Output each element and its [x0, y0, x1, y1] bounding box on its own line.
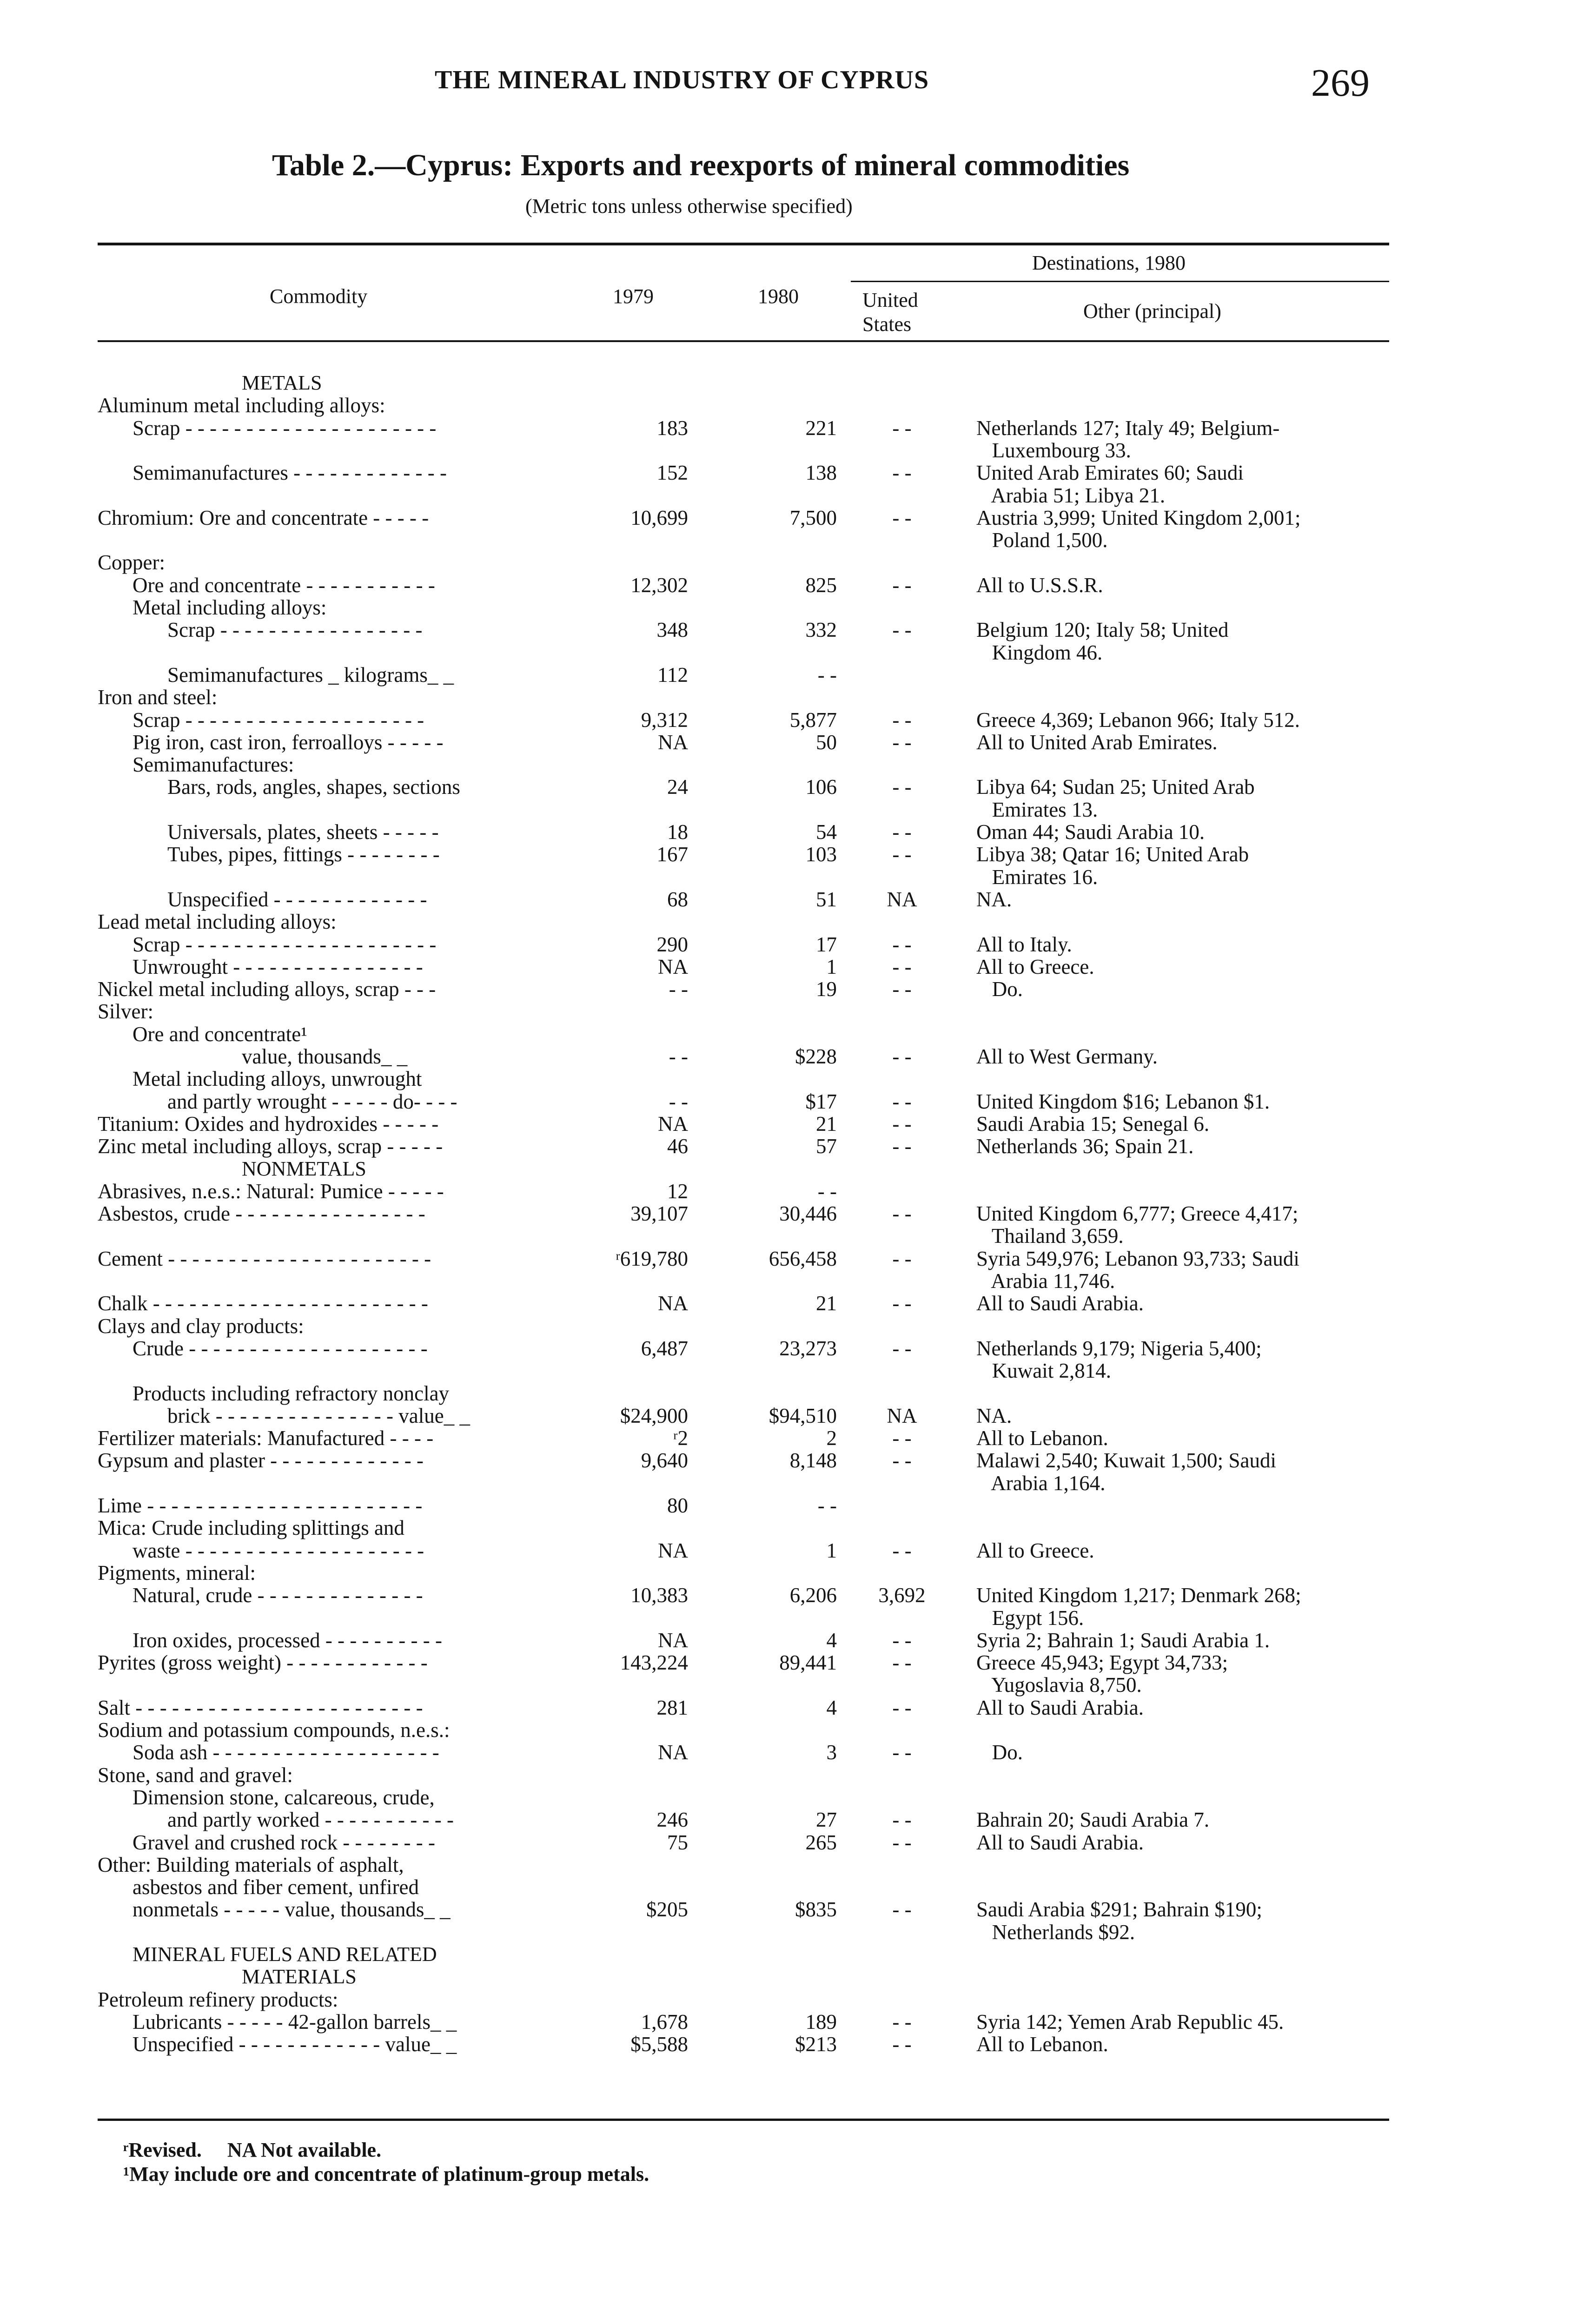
col-commodity: Commodity — [270, 285, 368, 308]
col-other-principal: Other (principal) — [1083, 300, 1221, 323]
united-states-cell: NA — [887, 887, 917, 911]
commodity-cell: Metal including alloys: — [132, 596, 327, 619]
value-1980-cell: 265 — [805, 1830, 837, 1854]
other-destinations-cell: Netherlands 127; Italy 49; Belgium- — [976, 416, 1280, 440]
other-destinations-cell: NA. — [976, 1404, 1012, 1427]
table-subtitle: (Metric tons unless otherwise specified) — [525, 195, 853, 218]
value-1980-cell: $228 — [795, 1045, 837, 1068]
other-destinations-cell: All to United Arab Emirates. — [976, 730, 1218, 754]
value-1979-cell: NA — [658, 730, 688, 754]
united-states-cell: - - — [892, 618, 912, 642]
value-1979-cell: 183 — [656, 416, 688, 440]
united-states-cell: - - — [892, 1449, 912, 1472]
commodity-cell: Titanium: Oxides and hydroxides - - - - - — [98, 1112, 439, 1136]
value-1980-cell: 57 — [816, 1135, 837, 1158]
commodity-cell: Pig iron, cast iron, ferroalloys - - - - - — [132, 730, 444, 754]
other-destinations-cell: Malawi 2,540; Kuwait 1,500; Saudi — [976, 1449, 1276, 1472]
commodity-cell: MATERIALS — [242, 1965, 357, 1988]
value-1980-cell: 19 — [816, 977, 837, 1001]
value-1979-cell: $5,588 — [630, 2033, 688, 2056]
united-states-cell: - - — [892, 932, 912, 956]
other-destinations-cell: Do. — [976, 1741, 1023, 1764]
united-states-cell: - - — [892, 1741, 912, 1764]
footnote-platinum: ¹May include ore and concentrate of platinum-group metals. — [123, 2163, 649, 2185]
other-destinations-cell: Thailand 3,659. — [976, 1224, 1124, 1248]
united-states-cell: - - — [892, 843, 912, 866]
value-1979-cell: 68 — [667, 887, 688, 911]
other-destinations-cell: All to West Germany. — [976, 1045, 1158, 1068]
other-destinations-cell: All to Greece. — [976, 1538, 1094, 1562]
value-1980-cell: 6,206 — [789, 1584, 837, 1607]
commodity-cell: Scrap - - - - - - - - - - - - - - - - - - - - - — [132, 932, 437, 956]
other-destinations-cell: All to Lebanon. — [976, 1426, 1108, 1450]
value-1980-cell: 332 — [805, 618, 837, 642]
other-destinations-cell: All to U.S.S.R. — [976, 573, 1103, 597]
other-destinations-cell: Kuwait 2,814. — [976, 1359, 1111, 1383]
commodity-cell: Natural, crude - - - - - - - - - - - - - - — [132, 1584, 423, 1607]
value-1980-cell: 106 — [805, 775, 837, 799]
other-destinations-cell: Austria 3,999; United Kingdom 2,001; — [976, 506, 1301, 529]
united-states-cell: - - — [892, 2033, 912, 2056]
other-destinations-cell: Oman 44; Saudi Arabia 10. — [976, 820, 1205, 844]
united-states-cell: - - — [892, 977, 912, 1001]
commodity-cell: Universals, plates, sheets - - - - - — [167, 820, 439, 844]
commodity-cell: Copper: — [98, 551, 165, 574]
commodity-cell: Silver: — [98, 1000, 153, 1023]
commodity-cell: Sodium and potassium compounds, n.e.s.: — [98, 1718, 450, 1742]
commodity-cell: waste - - - - - - - - - - - - - - - - - - - - — [132, 1538, 424, 1562]
commodity-cell: Products including refractory nonclay — [132, 1381, 450, 1405]
col-1979: 1979 — [613, 285, 654, 308]
value-1979-cell: - - — [669, 1089, 688, 1113]
value-1979-cell: 12,302 — [630, 573, 688, 597]
commodity-cell: Salt - - - - - - - - - - - - - - - - - - - - - - - - — [98, 1696, 423, 1719]
value-1980-cell: 103 — [805, 843, 837, 866]
value-1980-cell: 7,500 — [789, 506, 837, 529]
commodity-cell: METALS — [242, 371, 322, 394]
united-states-cell: - - — [892, 1628, 912, 1652]
commodity-cell: Lead metal including alloys: — [98, 910, 337, 934]
commodity-cell: Scrap - - - - - - - - - - - - - - - - - — [167, 618, 423, 642]
commodity-cell: Unspecified - - - - - - - - - - - - - — [167, 887, 427, 911]
commodity-cell: Iron and steel: — [98, 686, 218, 709]
united-states-cell: - - — [892, 1089, 912, 1113]
united-states-cell: - - — [892, 416, 912, 440]
united-states-cell: - - — [892, 775, 912, 799]
table-title: Table 2.—Cyprus: Exports and reexports of mineral commodities — [272, 148, 1130, 182]
other-destinations-cell: United Kingdom 1,217; Denmark 268; — [976, 1584, 1301, 1607]
other-destinations-cell: Greece 45,943; Egypt 34,733; — [976, 1651, 1228, 1675]
value-1979-cell: 10,383 — [630, 1584, 688, 1607]
value-1979-cell: 9,640 — [641, 1449, 688, 1472]
running-head: THE MINERAL INDUSTRY OF CYPRUS — [435, 66, 929, 94]
value-1979-cell: 152 — [656, 461, 688, 485]
commodity-cell: Metal including alloys, unwrought — [132, 1067, 422, 1091]
value-1980-cell: 54 — [816, 820, 837, 844]
commodity-cell: Scrap - - - - - - - - - - - - - - - - - - - - — [132, 708, 424, 732]
commodity-cell: Pigments, mineral: — [98, 1561, 256, 1585]
value-1980-cell: 3 — [826, 1741, 837, 1764]
value-1980-cell: 17 — [816, 932, 837, 956]
value-1979-cell: NA — [658, 1741, 688, 1764]
other-destinations-cell: Kingdom 46. — [976, 640, 1103, 664]
united-states-cell: NA — [887, 1404, 917, 1427]
commodity-cell: Unspecified - - - - - - - - - - - - value_ _ — [132, 2033, 457, 2056]
other-destinations-cell: Libya 64; Sudan 25; United Arab — [976, 775, 1255, 799]
value-1980-cell: $17 — [805, 1089, 837, 1113]
value-1979-cell: 290 — [656, 932, 688, 956]
value-1979-cell: 6,487 — [641, 1336, 688, 1360]
value-1980-cell: 21 — [816, 1292, 837, 1315]
other-destinations-cell: Egypt 156. — [976, 1606, 1084, 1630]
commodity-cell: Gravel and crushed rock - - - - - - - - — [132, 1830, 435, 1854]
commodity-cell: Zinc metal including alloys, scrap - - - - - — [98, 1135, 443, 1158]
other-destinations-cell: United Arab Emirates 60; Saudi — [976, 461, 1244, 485]
value-1979-cell: NA — [658, 1292, 688, 1315]
commodity-cell: Petroleum refinery products: — [98, 1987, 338, 2011]
other-destinations-cell: Netherlands 36; Spain 21. — [976, 1135, 1194, 1158]
commodity-cell: Semimanufactures _ kilograms_ _ — [167, 663, 454, 687]
commodity-cell: Lime - - - - - - - - - - - - - - - - - - - - - - - — [98, 1494, 423, 1517]
commodity-cell: Chalk - - - - - - - - - - - - - - - - - - - - - - - — [98, 1292, 428, 1315]
value-1980-cell: 23,273 — [779, 1336, 837, 1360]
commodity-cell: Dimension stone, calcareous, crude, — [132, 1785, 435, 1809]
united-states-cell: - - — [892, 1045, 912, 1068]
value-1979-cell: NA — [658, 955, 688, 978]
other-destinations-cell: Bahrain 20; Saudi Arabia 7. — [976, 1808, 1210, 1832]
united-states-cell: - - — [892, 1426, 912, 1450]
other-destinations-cell: All to Lebanon. — [976, 2033, 1108, 2056]
other-destinations-cell: Saudi Arabia $291; Bahrain $190; — [976, 1898, 1262, 1921]
value-1980-cell: 656,458 — [768, 1247, 837, 1270]
commodity-cell: Other: Building materials of asphalt, — [98, 1853, 404, 1876]
commodity-cell: Tubes, pipes, fittings - - - - - - - - — [167, 843, 440, 866]
value-1979-cell: $205 — [646, 1898, 688, 1921]
other-destinations-cell: Emirates 13. — [976, 798, 1098, 821]
other-destinations-cell: Syria 549,976; Lebanon 93,733; Saudi — [976, 1247, 1299, 1270]
other-destinations-cell: Syria 2; Bahrain 1; Saudi Arabia 1. — [976, 1628, 1270, 1652]
value-1979-cell: 167 — [656, 843, 688, 866]
other-destinations-cell: Belgium 120; Italy 58; United — [976, 618, 1229, 642]
united-states-cell: - - — [892, 820, 912, 844]
value-1979-cell: 18 — [667, 820, 688, 844]
commodity-cell: Aluminum metal including alloys: — [98, 394, 385, 417]
value-1979-cell: $24,900 — [620, 1404, 688, 1427]
other-destinations-cell: Yugoslavia 8,750. — [976, 1673, 1142, 1697]
united-states-cell: - - — [892, 708, 912, 732]
value-1979-cell: ʳ2 — [673, 1426, 688, 1450]
commodity-cell: Mica: Crude including splittings and — [98, 1516, 404, 1540]
value-1980-cell: 2 — [826, 1426, 837, 1450]
value-1979-cell: 24 — [667, 775, 688, 799]
commodity-cell: Fertilizer materials: Manufactured - - - - — [98, 1426, 434, 1450]
commodity-cell: Semimanufactures: — [132, 753, 294, 777]
value-1979-cell: 348 — [656, 618, 688, 642]
other-destinations-cell: Libya 38; Qatar 16; United Arab — [976, 843, 1249, 866]
value-1979-cell: 112 — [657, 663, 688, 687]
other-destinations-cell: All to Saudi Arabia. — [976, 1292, 1144, 1315]
footnote-revised: ʳRevised. NA Not available. — [123, 2139, 382, 2161]
commodity-cell: and partly wrought - - - - - do- - - - — [167, 1089, 457, 1113]
value-1980-cell: 30,446 — [779, 1202, 837, 1226]
value-1980-cell: 21 — [816, 1112, 837, 1136]
commodity-cell: Crude - - - - - - - - - - - - - - - - - - - - — [132, 1336, 428, 1360]
other-destinations-cell: United Kingdom $16; Lebanon $1. — [976, 1089, 1270, 1113]
other-destinations-cell: Poland 1,500. — [976, 528, 1108, 552]
value-1980-cell: 8,148 — [789, 1449, 837, 1472]
united-states-cell: - - — [892, 955, 912, 978]
commodity-cell: Chromium: Ore and concentrate - - - - - — [98, 506, 429, 529]
col-destinations: Destinations, 1980 — [1032, 251, 1186, 274]
value-1980-cell: 1 — [826, 955, 837, 978]
other-destinations-cell: Greece 4,369; Lebanon 966; Italy 512. — [976, 708, 1300, 732]
value-1980-cell: 4 — [826, 1696, 837, 1719]
other-destinations-cell: Netherlands $92. — [976, 1920, 1135, 1944]
value-1979-cell: 12 — [667, 1179, 688, 1203]
value-1980-cell: 138 — [805, 461, 837, 485]
other-destinations-cell: Saudi Arabia 15; Senegal 6. — [976, 1112, 1210, 1136]
commodity-cell: Stone, sand and gravel: — [98, 1763, 293, 1787]
value-1979-cell: NA — [658, 1112, 688, 1136]
value-1980-cell: 51 — [816, 887, 837, 911]
commodity-cell: Soda ash - - - - - - - - - - - - - - - - - - - — [132, 1741, 439, 1764]
value-1979-cell: 281 — [656, 1696, 688, 1719]
value-1980-cell: 50 — [816, 730, 837, 754]
commodity-cell: Abrasives, n.e.s.: Natural: Pumice - - - - - — [98, 1179, 444, 1203]
other-destinations-cell: Emirates 16. — [976, 865, 1098, 889]
united-states-cell: - - — [892, 1336, 912, 1360]
united-states-cell: - - — [892, 1830, 912, 1854]
other-destinations-cell: Do. — [976, 977, 1023, 1001]
united-states-cell: - - — [892, 2010, 912, 2034]
united-states-cell: - - — [892, 1247, 912, 1270]
header-bottom-rule — [98, 340, 1389, 342]
united-states-cell: - - — [892, 506, 912, 529]
commodity-cell: Unwrought - - - - - - - - - - - - - - - - — [132, 955, 423, 978]
other-destinations-cell: United Kingdom 6,777; Greece 4,417; — [976, 1202, 1298, 1226]
value-1980-cell: 189 — [805, 2010, 837, 2034]
value-1979-cell: 80 — [667, 1494, 688, 1517]
value-1980-cell: $94,510 — [768, 1404, 837, 1427]
value-1980-cell: $835 — [795, 1898, 837, 1921]
value-1979-cell: 9,312 — [641, 708, 688, 732]
united-states-cell: - - — [892, 1538, 912, 1562]
united-states-cell: - - — [892, 1135, 912, 1158]
commodity-cell: Pyrites (gross weight) - - - - - - - - - - - - — [98, 1651, 428, 1675]
value-1980-cell: 1 — [826, 1538, 837, 1562]
united-states-cell: 3,692 — [878, 1584, 926, 1607]
commodity-cell: and partly worked - - - - - - - - - - - — [167, 1808, 454, 1832]
value-1979-cell: NA — [658, 1628, 688, 1652]
value-1979-cell: 246 — [656, 1808, 688, 1832]
other-destinations-cell: Arabia 11,746. — [976, 1269, 1115, 1293]
other-destinations-cell: NA. — [976, 887, 1012, 911]
col-united-states: United States — [862, 289, 918, 336]
commodity-cell: Asbestos, crude - - - - - - - - - - - - - - - - — [98, 1202, 425, 1226]
commodity-cell: brick - - - - - - - - - - - - - - - value_ _ — [167, 1404, 470, 1427]
value-1979-cell: - - — [669, 1045, 688, 1068]
table-top-rule — [98, 243, 1389, 245]
commodity-cell: NONMETALS — [242, 1157, 366, 1180]
united-states-cell: - - — [892, 1202, 912, 1226]
commodity-cell: asbestos and fiber cement, unfired — [132, 1875, 419, 1899]
value-1979-cell: 39,107 — [630, 1202, 688, 1226]
commodity-cell: Ore and concentrate¹ — [132, 1022, 307, 1046]
other-destinations-cell: All to Saudi Arabia. — [976, 1696, 1144, 1719]
value-1980-cell: - - — [817, 1494, 837, 1517]
value-1980-cell: 5,877 — [789, 708, 837, 732]
united-states-cell: - - — [892, 1898, 912, 1921]
united-states-cell: - - — [892, 1696, 912, 1719]
value-1980-cell: 825 — [805, 573, 837, 597]
united-states-cell: - - — [892, 573, 912, 597]
commodity-cell: MINERAL FUELS AND RELATED — [132, 1943, 437, 1966]
col-1980: 1980 — [758, 285, 799, 308]
destinations-rule — [851, 281, 1389, 282]
commodity-cell: Scrap - - - - - - - - - - - - - - - - - - - - - — [132, 416, 437, 440]
other-destinations-cell: All to Saudi Arabia. — [976, 1830, 1144, 1854]
value-1979-cell: ʳ619,780 — [615, 1247, 688, 1270]
table-bottom-rule — [98, 2119, 1389, 2121]
united-states-cell: - - — [892, 1651, 912, 1675]
value-1980-cell: - - — [817, 1179, 837, 1203]
value-1979-cell: 75 — [667, 1830, 688, 1854]
commodity-cell: Iron oxides, processed - - - - - - - - - - — [132, 1628, 442, 1652]
value-1980-cell: - - — [817, 663, 837, 687]
value-1979-cell: 143,224 — [620, 1651, 688, 1675]
commodity-cell: Bars, rods, angles, shapes, sections — [167, 775, 460, 799]
other-destinations-cell: Arabia 1,164. — [976, 1471, 1106, 1495]
value-1979-cell: - - — [669, 977, 688, 1001]
value-1980-cell: 27 — [816, 1808, 837, 1832]
value-1979-cell: 46 — [667, 1135, 688, 1158]
united-states-cell: - - — [892, 730, 912, 754]
united-states-cell: - - — [892, 461, 912, 485]
united-states-cell: - - — [892, 1112, 912, 1136]
commodity-cell: Gypsum and plaster - - - - - - - - - - - - - — [98, 1449, 424, 1472]
united-states-cell: - - — [892, 1808, 912, 1832]
other-destinations-cell: Luxembourg 33. — [976, 438, 1131, 462]
page-number: 269 — [1311, 61, 1370, 105]
commodity-cell: Clays and clay products: — [98, 1314, 304, 1338]
commodity-cell: nonmetals - - - - - value, thousands_ _ — [132, 1898, 450, 1921]
value-1979-cell: 10,699 — [630, 506, 688, 529]
value-1979-cell: NA — [658, 1538, 688, 1562]
commodity-cell: Semimanufactures - - - - - - - - - - - - - — [132, 461, 447, 485]
other-destinations-cell: Netherlands 9,179; Nigeria 5,400; — [976, 1336, 1262, 1360]
value-1980-cell: 89,441 — [779, 1651, 837, 1675]
value-1980-cell: 221 — [805, 416, 837, 440]
commodity-cell: Ore and concentrate - - - - - - - - - - - — [132, 573, 435, 597]
value-1980-cell: 4 — [826, 1628, 837, 1652]
other-destinations-cell: Arabia 51; Libya 21. — [976, 483, 1166, 507]
value-1980-cell: $213 — [795, 2033, 837, 2056]
united-states-cell: - - — [892, 1292, 912, 1315]
value-1979-cell: 1,678 — [641, 2010, 688, 2034]
commodity-cell: Lubricants - - - - - 42-gallon barrels_ _ — [132, 2010, 457, 2034]
other-destinations-cell: All to Italy. — [976, 932, 1072, 956]
commodity-cell: Nickel metal including alloys, scrap - - - — [98, 977, 436, 1001]
commodity-cell: value, thousands_ _ — [242, 1045, 408, 1068]
other-destinations-cell: All to Greece. — [976, 955, 1094, 978]
commodity-cell: Cement - - - - - - - - - - - - - - - - - - - - - - — [98, 1247, 431, 1270]
other-destinations-cell: Syria 142; Yemen Arab Republic 45. — [976, 2010, 1284, 2034]
